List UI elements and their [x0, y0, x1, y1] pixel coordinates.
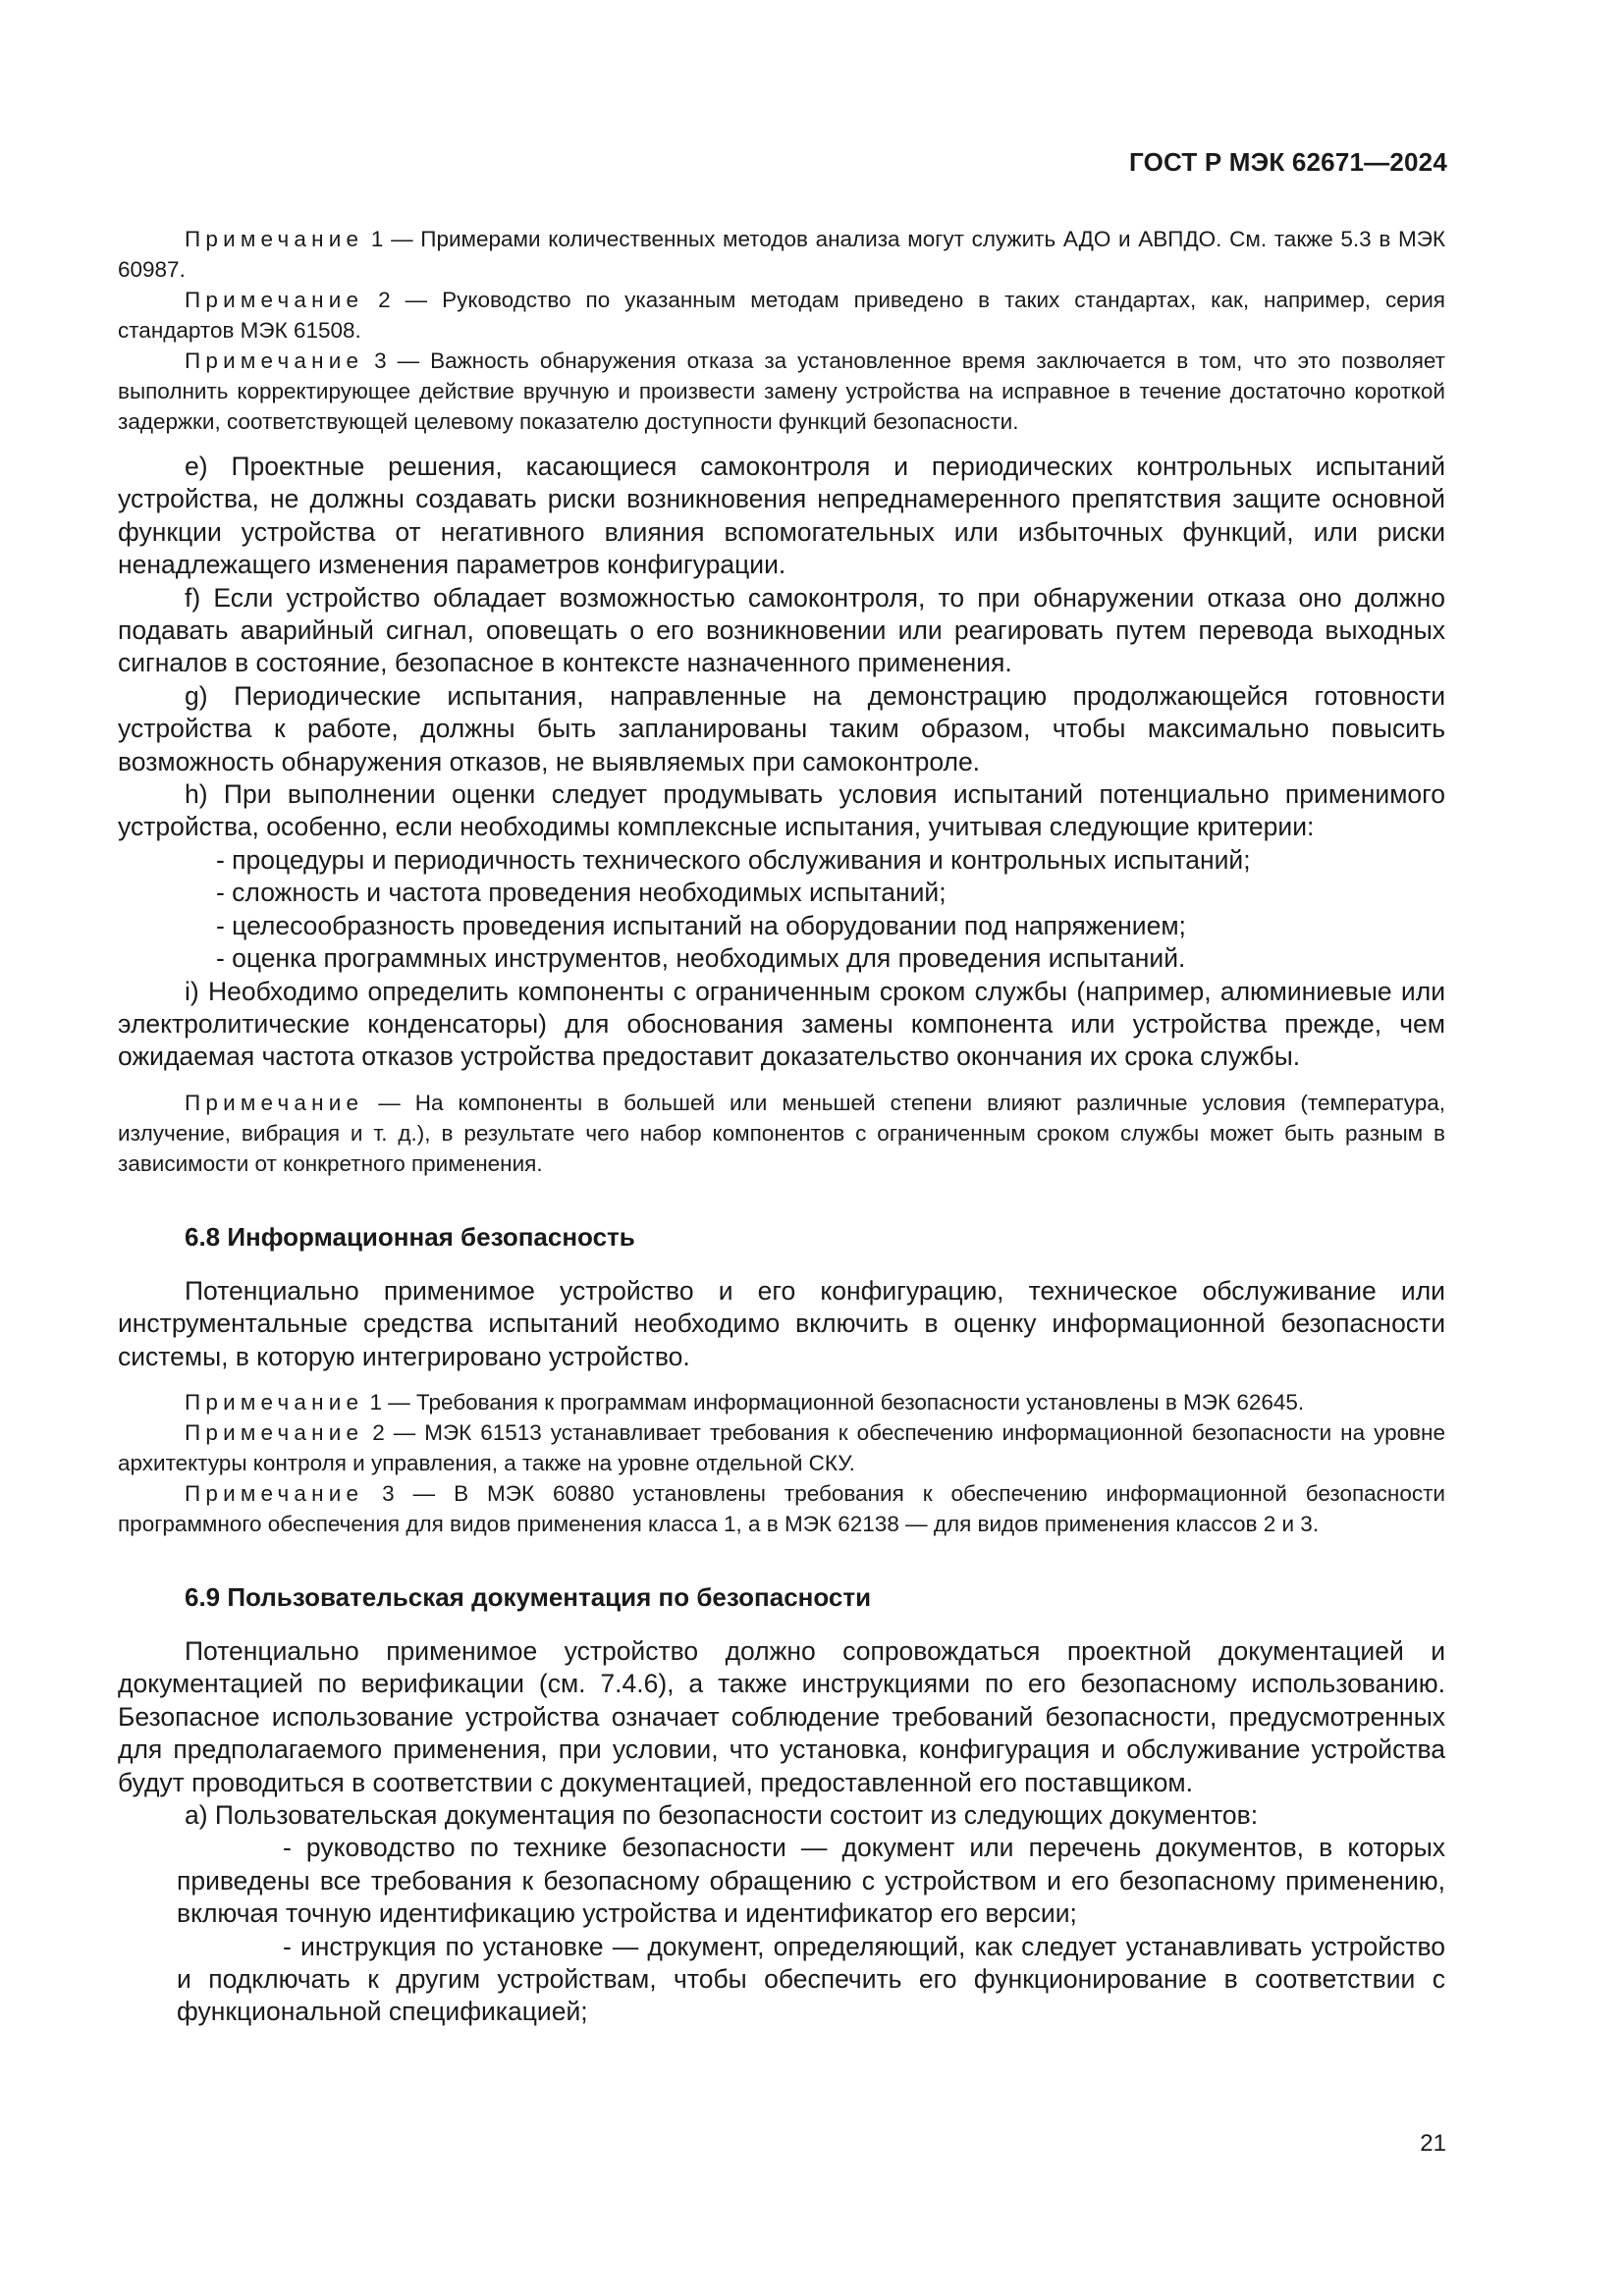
- item-i: i) Необходимо определить компоненты с ограниченным сроком службы (например, алюминиевые или электролитические конденсаторы) для обоснования замены компонента или устройства прежде, чем ожидаемая частота отказов устройства предоставит доказательство окончания их срока службы.: [118, 976, 1445, 1072]
- note-label: Примечание: [185, 1090, 364, 1115]
- item-e: e) Проектные решения, касающиеся самоконтроля и периодических контрольных испытаний устройства, не должны создавать риски возникновения непреднамеренного препятствия защите основной функции устройства от негативного влияния вспомогательных или избыточных функций, или риски ненадлежащего изменения параметров конфигурации.: [118, 452, 1445, 580]
- section-6-8-body: Потенциально применимое устройство и его конфигурацию, техническое обслуживание или инструментальные средства испытаний необходимо включить в оценку информационной безопасности системы, в которую интегрировано устройство.: [118, 1275, 1445, 1371]
- note-text: — На компоненты в большей или меньшей степени влияют различные условия (температура, излучение, вибрация и т. д.), в результате чего набор компонентов с ограниченным сроком службы может быть разным в зависимости от конкретного применения.: [118, 1090, 1445, 1176]
- note-label: Примечание: [185, 1389, 364, 1415]
- note-i: [118, 1088, 1445, 1179]
- note-1: [118, 224, 1445, 285]
- item-a: а) Пользовательская документация по безопасности состоит из следующих документов:: [185, 1799, 1259, 1830]
- note-6-8-1: [118, 1387, 1445, 1417]
- page-number: 21: [1420, 2130, 1446, 2157]
- note-label: Примечание: [185, 348, 364, 373]
- bullet-item: - целесообразность проведения испытаний на оборудовании под напряжением;: [216, 910, 1186, 940]
- note-label: Примечание: [185, 227, 364, 251]
- note-text: 1 — Примерами количественных методов анализа могут служить АДО и АВПДО. См. также 5.3 в МЭК 60987.: [118, 227, 1445, 282]
- section-6-9-body: Потенциально применимое устройство должно сопровождаться проектной документацией и документацией по верификации (см. 7.4.6), а также инструкциями по его безопасному использованию. Безопасное использование устройства означает соблюдение требований безопасности, предусмотренных для предполагаемого применения, при условии, что установка, конфигурация и обслуживание устройства будут проводиться в соответствии с документацией, предоставленной его поставщиком.: [118, 1635, 1445, 1797]
- bullet-item: - инструкция по установке — документ, определяющий, как следует устанавливать устройство и подключать к другим устройствам, чтобы обеспечить его функционирование в соответствии с функциональной спецификацией;: [177, 1931, 1445, 2027]
- bullet-item: - руководство по технике безопасности — документ или перечень документов, в которых приведены все требования к безопасному обращению с устройством и его безопасному применению, включая точную идентификацию устройства и идентификатор его версии;: [177, 1833, 1445, 1929]
- page-content: [118, 224, 1445, 2029]
- document-code: ГОСТ Р МЭК 62671—2024: [1128, 147, 1447, 177]
- bullet-item: - оценка программных инструментов, необходимых для проведения испытаний.: [216, 943, 1186, 974]
- note-6-8-2: [118, 1417, 1445, 1478]
- item-g: g) Периодические испытания, направленные на демонстрацию продолжающейся готовности устройства к работе, должны быть запланированы таким образом, чтобы максимально повысить возможность обнаружения отказов, не выявляемых при самоконтроле.: [118, 680, 1445, 776]
- note-text: 2 — МЭК 61513 устанавливает требования к обеспечению информационной безопасности на уровне архитектуры контроля и управления, а также на уровне отдельной СКУ.: [118, 1419, 1445, 1475]
- bullet-item: - сложность и частота проведения необходимых испытаний;: [216, 878, 947, 908]
- note-6-8-3: [118, 1478, 1445, 1539]
- bullet-item: - процедуры и периодичность технического обслуживания и контрольных испытаний;: [216, 844, 1251, 875]
- item-f: f) Если устройство обладает возможностью самоконтроля, то при обнаружении отказа оно должно подавать аварийный сигнал, оповещать о его возникновении или реагировать путем перевода выходных сигналов в состояние, безопасное в контексте назначенного применения.: [118, 582, 1445, 678]
- note-3: [118, 346, 1445, 437]
- note-label: Примечание: [185, 1419, 364, 1445]
- note-label: Примечание: [185, 288, 364, 312]
- note-text: 3 — В МЭК 60880 установлены требования к обеспечению информационной безопасности программного обеспечения для видов применения класса 1, а в МЭК 62138 — для видов применения классов 2 и 3.: [118, 1480, 1445, 1536]
- note-label: Примечание: [185, 1480, 364, 1506]
- section-title-6-8: 6.8 Информационная безопасность: [185, 1221, 635, 1252]
- note-2: [118, 285, 1445, 346]
- note-text: 2 — Руководство по указанным методам приведено в таких стандартах, как, например, серия стандартов МЭК 61508.: [118, 288, 1445, 343]
- section-title-6-9: 6.9 Пользовательская документация по безопасности: [185, 1581, 872, 1612]
- note-text: 1 — Требования к программам информационной безопасности установлены в МЭК 62645.: [363, 1389, 1305, 1415]
- item-h: h) При выполнении оценки следует продумывать условия испытаний потенциально применимого устройства, особенно, если необходимы комплексные испытания, учитывая следующие критерии:: [118, 779, 1445, 842]
- note-text: 3 — Важность обнаружения отказа за установленное время заключается в том, что это позволяет выполнить корректирующее действие вручную и произвести замену устройства на исправное в течение достаточно короткой задержки, соответствующей целевому показателю доступности функций безопасности.: [118, 348, 1445, 434]
